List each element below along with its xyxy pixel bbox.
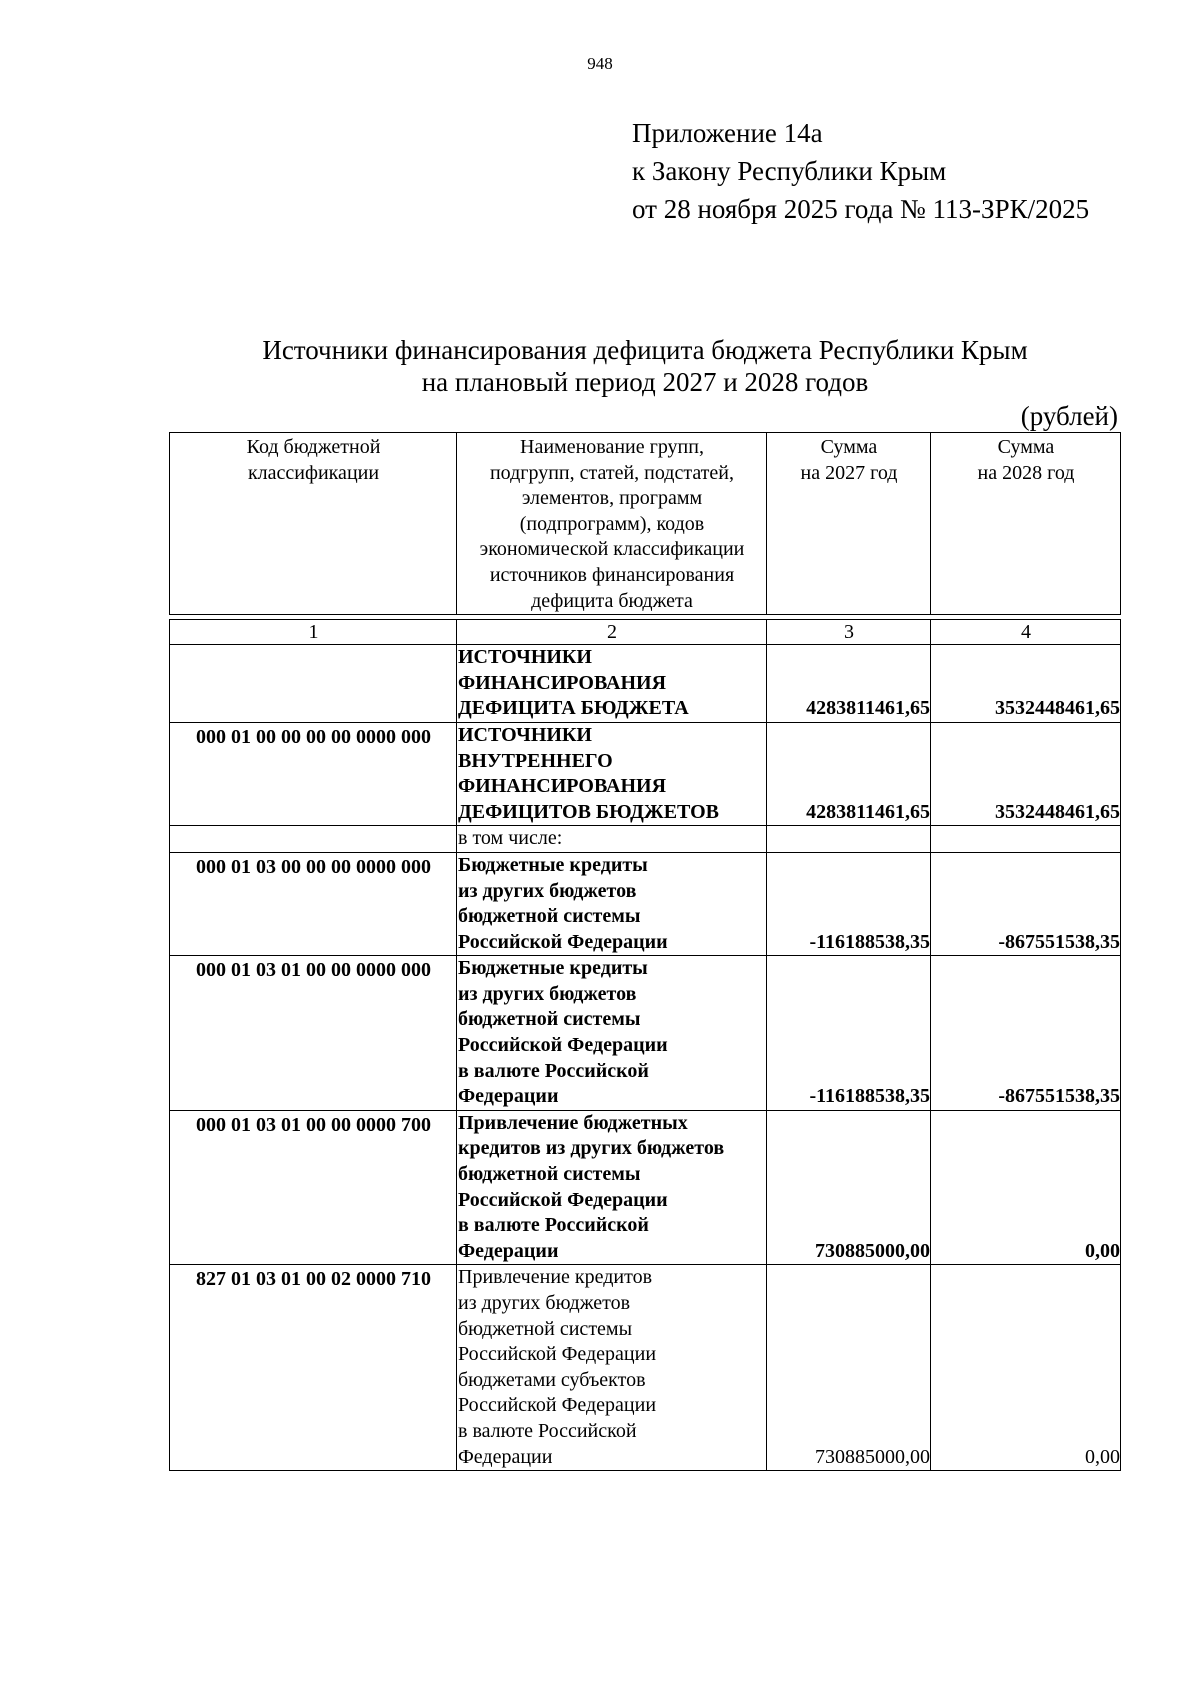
source-name-line: в валюте Российской	[458, 1419, 637, 1442]
document-title	[0, 334, 1200, 398]
annex-line-3: от 28 ноября 2025 года № 113-ЗРК/2025	[632, 194, 1090, 224]
header-text-line: экономической классификации	[479, 538, 745, 561]
amount-2028: -867551538,35	[931, 852, 1121, 955]
source-name	[457, 1265, 767, 1471]
source-name-line: Бюджетные кредиты	[458, 853, 648, 876]
budget-code: 000 01 00 00 00 00 0000 000	[170, 722, 457, 825]
source-name-line: бюджетной системы	[458, 905, 641, 928]
header-text-line: Код бюджетной	[246, 436, 381, 458]
amount-2027: 4283811461,65	[767, 722, 931, 825]
column-number: 3	[767, 620, 931, 645]
source-name-line: Привлечение кредитов	[458, 1266, 653, 1289]
budget-code: 000 01 03 01 00 00 0000 700	[170, 1110, 457, 1265]
budget-code	[170, 826, 457, 853]
source-name-line: в валюте Российской	[458, 1059, 649, 1082]
source-name-line: в том числе:	[458, 827, 563, 850]
title-line-2: на плановый период 2027 и 2028 годов	[421, 367, 869, 397]
title-line-1: Источники финансирования дефицита бюджета Республики Крым	[262, 335, 1028, 365]
table-row	[170, 956, 1121, 1111]
source-name-line: кредитов из других бюджетов	[458, 1137, 725, 1160]
table-header-row	[170, 433, 1121, 615]
source-name-line: Российской Федерации	[458, 1188, 668, 1211]
source-name-line: Федерации	[458, 1445, 553, 1468]
column-number: 2	[457, 620, 767, 645]
amount-2027: 730885000,00	[767, 1110, 931, 1265]
source-name	[457, 722, 767, 825]
budget-code	[170, 645, 457, 723]
amount-2028	[931, 826, 1121, 853]
source-name-line: ФИНАНСИРОВАНИЯ	[458, 775, 667, 798]
source-name-line: Российской Федерации	[458, 1394, 657, 1417]
table-row	[170, 852, 1121, 955]
amount-2028: 0,00	[931, 1265, 1121, 1471]
source-name	[457, 645, 767, 723]
annex-reference	[632, 114, 1089, 228]
header-name	[457, 433, 767, 615]
source-name-line: Российской Федерации	[458, 930, 668, 953]
source-name-line: ДЕФИЦИТА БЮДЖЕТА	[458, 697, 689, 720]
table-row	[170, 1265, 1121, 1471]
source-name	[457, 956, 767, 1111]
budget-sources-table	[169, 432, 1121, 1471]
table-row	[170, 722, 1121, 825]
amount-2028: -867551538,35	[931, 956, 1121, 1111]
header-code	[170, 433, 457, 615]
source-name-line: Российской Федерации	[458, 1343, 657, 1366]
amount-2028: 0,00	[931, 1110, 1121, 1265]
source-name-line: ИСТОЧНИКИ	[458, 723, 592, 746]
header-text-line: классификации	[247, 461, 380, 484]
amount-2027: 730885000,00	[767, 1265, 931, 1471]
header-text-line: (подпрограмм), кодов	[519, 512, 705, 535]
amount-2028: 3532448461,65	[931, 722, 1121, 825]
page-number: 948	[587, 54, 613, 73]
source-name-line: ФИНАНСИРОВАНИЯ	[458, 671, 667, 694]
amount-2027: 4283811461,65	[767, 645, 931, 723]
amount-2027: -116188538,35	[767, 852, 931, 955]
header-text-line: на 2028 год	[977, 461, 1075, 484]
header-sum-2028	[931, 433, 1121, 615]
table-row	[170, 1110, 1121, 1265]
source-name-line: из других бюджетов	[458, 982, 637, 1005]
table-row	[170, 645, 1121, 723]
header-text-line: подгрупп, статей, подстатей,	[489, 461, 735, 484]
units-label: (рублей)	[1020, 401, 1118, 431]
column-numbers-row	[170, 620, 1121, 645]
source-name-line: Российской Федерации	[458, 1034, 668, 1057]
header-text-line: источников финансирования	[489, 563, 735, 586]
annex-line-2: к Закону Республики Крым	[632, 156, 947, 186]
header-text-line: Сумма	[997, 436, 1055, 458]
source-name-line: из других бюджетов	[458, 879, 637, 902]
source-name-line: бюджетной системы	[458, 1317, 633, 1340]
header-text-line: на 2027 год	[800, 461, 898, 484]
source-name-line: в валюте Российской	[458, 1214, 649, 1237]
source-name-line: ДЕФИЦИТОВ БЮДЖЕТОВ	[458, 800, 720, 823]
header-sum-2027	[767, 433, 931, 615]
amount-2027	[767, 826, 931, 853]
source-name-line: Федерации	[458, 1239, 559, 1262]
source-name-line: из других бюджетов	[458, 1292, 631, 1314]
source-name-line: бюджетной системы	[458, 1008, 641, 1031]
source-name-line: Привлечение бюджетных	[458, 1111, 688, 1134]
budget-code: 827 01 03 01 00 02 0000 710	[170, 1265, 457, 1471]
source-name-line: Федерации	[458, 1085, 559, 1108]
source-name	[457, 1110, 767, 1265]
source-name	[457, 852, 767, 955]
table-row	[170, 826, 1121, 853]
source-name-line: Бюджетные кредиты	[458, 957, 648, 980]
budget-code: 000 01 03 00 00 00 0000 000	[170, 852, 457, 955]
annex-line-1: Приложение 14а	[632, 118, 823, 148]
amount-2028: 3532448461,65	[931, 645, 1121, 723]
column-number: 1	[170, 620, 457, 645]
budget-code: 000 01 03 01 00 00 0000 000	[170, 956, 457, 1111]
source-name-line: бюджетами субъектов	[458, 1368, 646, 1391]
source-name	[457, 826, 767, 853]
header-text-line: Сумма	[820, 436, 878, 458]
source-name-line: ИСТОЧНИКИ	[458, 646, 592, 669]
header-text-line: дефицита бюджета	[531, 589, 693, 612]
header-text-line: элементов, программ	[521, 487, 703, 510]
header-text-line: Наименование групп,	[520, 436, 704, 458]
column-number: 4	[931, 620, 1121, 645]
amount-2027: -116188538,35	[767, 956, 931, 1111]
source-name-line: бюджетной системы	[458, 1163, 641, 1186]
source-name-line: ВНУТРЕННЕГО	[458, 749, 613, 772]
